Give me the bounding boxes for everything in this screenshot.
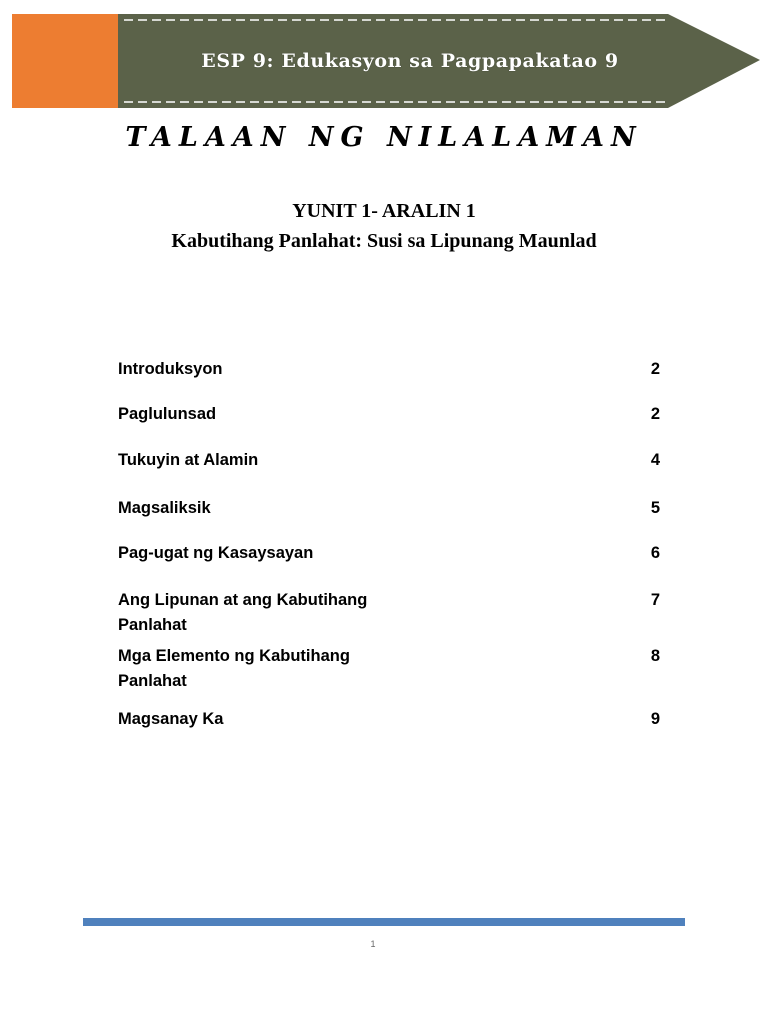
toc-row[interactable]	[118, 357, 660, 382]
toc-item-label: Introduksyon	[118, 360, 223, 378]
toc-item-page: 9	[650, 710, 660, 728]
header-banner	[12, 14, 760, 108]
toc-item-page: 4	[650, 451, 660, 469]
page-number: 1	[370, 939, 376, 949]
toc-item-label: Mga Elemento ng Kabutihang Panlahat	[118, 647, 350, 690]
banner-orange-block	[12, 14, 118, 108]
footer-divider	[83, 918, 685, 926]
toc-row[interactable]	[118, 402, 660, 427]
toc-heading: TALAAN NG NILALAMAN	[125, 122, 643, 153]
toc-item-label: Magsanay Ka	[118, 710, 224, 728]
unit-title: YUNIT 1- ARALIN 1	[292, 200, 476, 222]
toc-row[interactable]	[118, 707, 660, 732]
toc-row[interactable]	[118, 448, 660, 473]
toc-item-page: 5	[650, 499, 660, 517]
toc-row[interactable]	[118, 588, 660, 638]
toc-item-label: Magsaliksik	[118, 499, 211, 517]
banner-title: ESP 9: Edukasyon sa Pagpapakatao 9	[201, 50, 619, 72]
lesson-title: Kabutihang Panlahat: Susi sa Lipunang Maunlad	[171, 230, 597, 252]
toc-item-page: 7	[650, 591, 660, 609]
toc-row[interactable]	[118, 496, 660, 521]
toc-item-page: 6	[650, 544, 660, 562]
toc-item-page: 8	[650, 647, 660, 665]
toc-row[interactable]	[118, 644, 660, 694]
toc-item-page: 2	[650, 360, 660, 378]
toc-item-label: Tukuyin at Alamin	[118, 451, 259, 469]
toc-item-page: 2	[650, 405, 660, 423]
toc-item-label: Pag-ugat ng Kasaysayan	[118, 544, 314, 562]
toc-row[interactable]	[118, 541, 660, 566]
toc-item-label: Paglulunsad	[118, 405, 217, 423]
toc-item-label: Ang Lipunan at ang Kabutihang Panlahat	[118, 591, 368, 634]
